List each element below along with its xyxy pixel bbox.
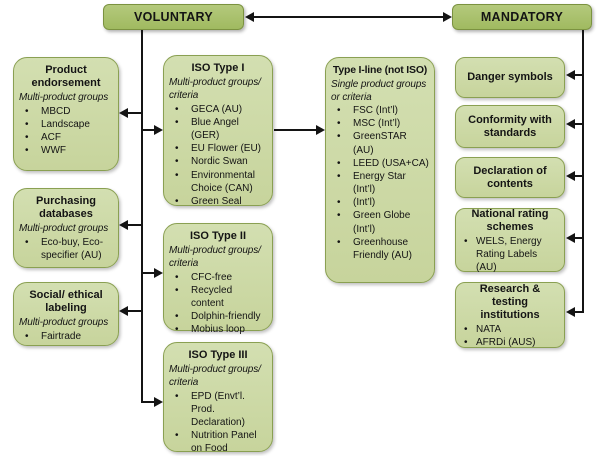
box-title: Research & testing institutions (479, 282, 541, 321)
box-subtitle: Multi-product groups (19, 223, 109, 235)
list-item: • CFC-free (169, 271, 267, 284)
list-item: • Mobius loop (169, 323, 267, 336)
list-item: • GECA (AU) (169, 103, 267, 116)
list-item: • Nutrition Panel on Food (169, 429, 267, 455)
box-subtitle: Single product groups or criteria (331, 78, 427, 103)
connector-voluntary-trunk (141, 30, 143, 403)
box-title: Danger symbols (467, 71, 553, 84)
connector-conformity (574, 123, 584, 125)
box-items (169, 271, 267, 337)
list-item: • Landscape (19, 118, 113, 131)
connector-voluntary-mandatory (254, 16, 444, 18)
connector-national-rating (574, 237, 584, 239)
list-item: • FSC (Int’l) (331, 104, 429, 117)
arrowhead-left-icon (566, 307, 575, 317)
arrowhead-left-icon (566, 70, 575, 80)
list-item: • AFRDi (AUS) (461, 336, 559, 349)
list-item: • EU Flower (EU) (169, 142, 267, 155)
list-item: • Green Globe (Int’l) (331, 209, 429, 235)
box-subtitle: Multi-product groups/ criteria (169, 364, 261, 389)
box-title: National rating schemes (471, 207, 549, 233)
list-item: • NATA (461, 323, 559, 336)
box-title: ISO Type II (189, 230, 247, 242)
box-title: Purchasing databases (36, 195, 96, 221)
list-item: • Green Seal (169, 195, 267, 208)
box-items (169, 103, 267, 209)
box-items (461, 235, 559, 275)
box-danger-symbols (455, 57, 565, 98)
list-item: • MBCD (19, 105, 113, 118)
list-item: • EPD (Envt’l. Prod. Declaration) (169, 390, 267, 430)
box-iso-type-1 (163, 55, 273, 206)
connector-iso-type-1 (141, 129, 155, 131)
header-voluntary: VOLUNTARY (103, 4, 244, 30)
box-items (19, 105, 113, 158)
arrowhead-left-icon (119, 220, 128, 230)
list-item: • Environmental Choice (CAN) (169, 169, 267, 195)
list-item: • WELS, Energy Rating Labels (AU) (461, 235, 559, 275)
connector-declaration (574, 175, 584, 177)
connector-mandatory-trunk (582, 30, 584, 313)
arrowhead-left-icon (245, 12, 254, 22)
arrowhead-right-icon (154, 397, 163, 407)
box-title: Social/ ethical labeling (29, 289, 103, 315)
list-item: • Nordic Swan (169, 155, 267, 168)
arrowhead-right-icon (154, 268, 163, 278)
list-item: • Energy Star (Int’l) (331, 170, 429, 196)
list-item: • LEED (USA+CA) (331, 157, 429, 170)
connector-type-i-line (274, 129, 317, 131)
box-items (461, 323, 559, 349)
box-iso-type-3 (163, 342, 273, 455)
list-item: • (Int’l) (331, 196, 429, 209)
box-conformity-with-standards (455, 105, 565, 148)
list-item: • Recycled content (169, 284, 267, 310)
box-items (331, 104, 429, 262)
box-iso-type-2 (163, 223, 273, 336)
arrowhead-right-icon (443, 12, 452, 22)
list-item: • Eco-buy, Eco-specifier (AU) (19, 236, 113, 262)
arrowhead-left-icon (566, 233, 575, 243)
box-research-testing-institutions (455, 282, 565, 348)
box-product-endorsement (13, 57, 119, 171)
list-item: • GreenSTAR (AU) (331, 130, 429, 156)
list-item: • Blue Angel (GER) (169, 116, 267, 142)
connector-iso-type-3 (141, 401, 155, 403)
box-title: ISO Type III (188, 349, 248, 361)
connector-purchasing-databases (128, 224, 143, 226)
connector-danger-symbols (574, 74, 584, 76)
box-items (169, 390, 267, 456)
box-declaration-of-contents (455, 157, 565, 198)
arrowhead-left-icon (566, 171, 575, 181)
connector-social-ethical (128, 310, 143, 312)
box-subtitle: Multi-product groups/ criteria (169, 77, 261, 102)
list-item: • WWF (19, 144, 113, 157)
arrowhead-right-icon (154, 125, 163, 135)
box-items (19, 330, 113, 343)
box-type-i-line (325, 57, 435, 283)
box-subtitle: Multi-product groups (19, 317, 109, 329)
connector-product-endorsement (128, 112, 143, 114)
box-title: Product endorsement (31, 64, 101, 90)
list-item: • Dolphin-friendly (169, 310, 267, 323)
connector-iso-type-2 (141, 272, 155, 274)
box-title: Conformity with standards (468, 113, 552, 139)
arrowhead-left-icon (566, 119, 575, 129)
box-national-rating-schemes (455, 208, 565, 272)
arrowhead-right-icon (316, 125, 325, 135)
arrowhead-left-icon (119, 108, 128, 118)
list-item: • MSC (Int’l) (331, 117, 429, 130)
box-items (19, 236, 113, 262)
header-mandatory: MANDATORY (452, 4, 592, 30)
arrowhead-left-icon (119, 306, 128, 316)
box-title: ISO Type I (191, 62, 245, 74)
box-title: Type I-line (not ISO) (332, 64, 428, 76)
list-item: • Greenhouse Friendly (AU) (331, 236, 429, 262)
box-purchasing-databases (13, 188, 119, 268)
box-title: Declaration of contents (473, 164, 547, 190)
list-item: • Fairtrade (19, 330, 113, 343)
box-subtitle: Multi-product groups (19, 92, 109, 104)
connector-research-testing (574, 311, 584, 313)
list-item: • ACF (19, 131, 113, 144)
box-subtitle: Multi-product groups/ criteria (169, 245, 261, 270)
box-social-ethical-labeling (13, 282, 119, 346)
